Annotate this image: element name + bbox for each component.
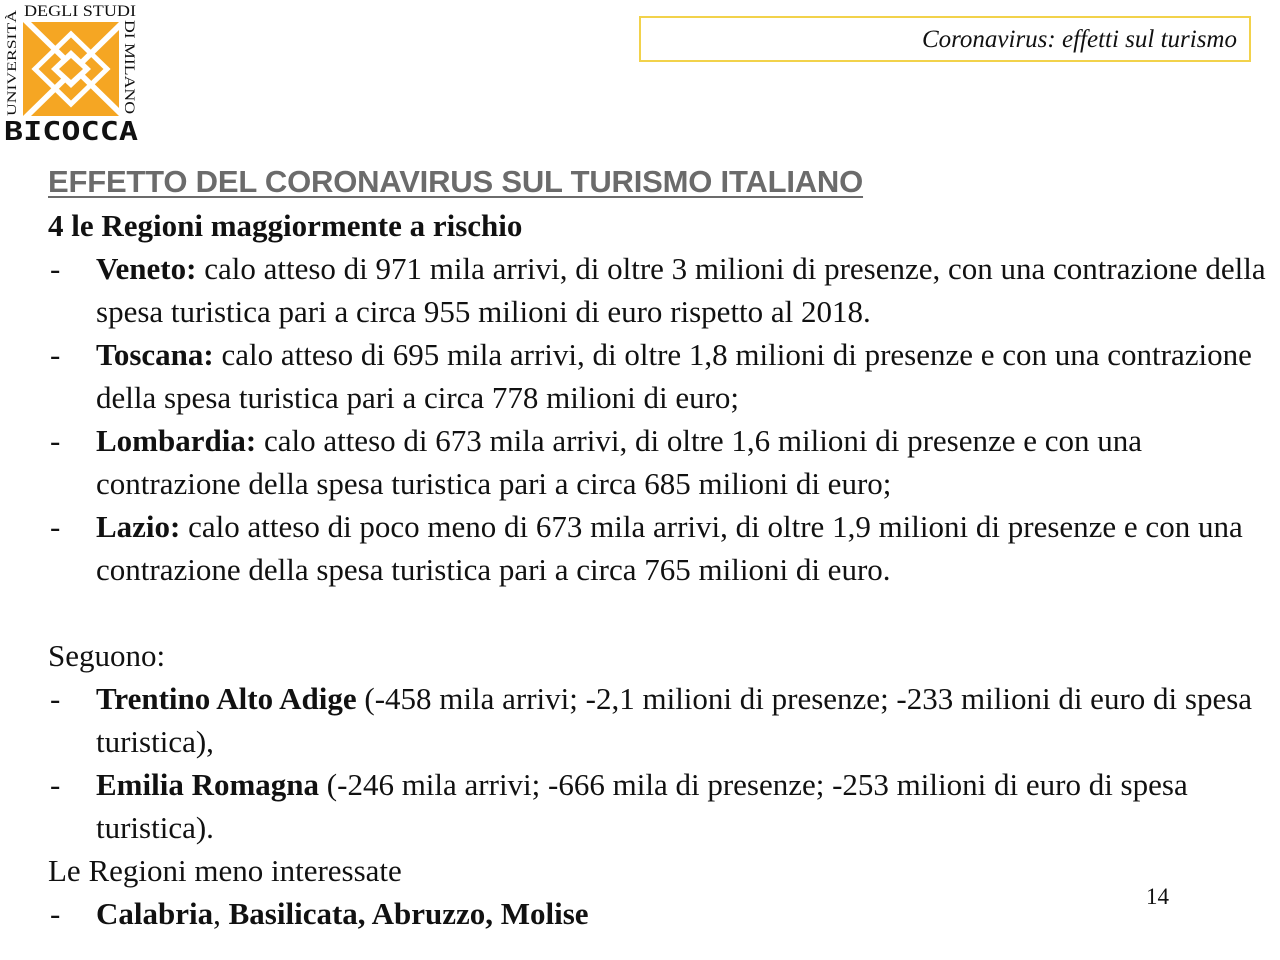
- logo-text-degli-studi: DEGLI STUDI: [24, 3, 136, 20]
- region-text: calo atteso di 673 mila arrivi, di oltre 1,6 milioni di presenze e con una contrazione della spesa turistica pari a circa 685 milioni di euro;: [96, 423, 1143, 501]
- list-item: [48, 247, 1273, 333]
- less-affected-list: [48, 892, 1273, 935]
- logo-graphic: [0, 0, 142, 146]
- list-item: [48, 505, 1273, 591]
- region-name: Veneto:: [96, 251, 197, 286]
- list-item: [48, 419, 1273, 505]
- list-item: [48, 763, 1273, 849]
- main-regions-list: [48, 247, 1273, 591]
- page-number: 14: [1146, 884, 1169, 909]
- region-name: Trentino Alto Adige: [96, 681, 357, 716]
- slide-subtitle: 4 le Regioni maggiormente a rischio: [48, 208, 523, 243]
- spacer: [48, 591, 1273, 634]
- university-logo: [0, 0, 142, 146]
- region-text: (-458 mila arrivi; -2,1 milioni di presenze; -233 milioni di euro di spesa turistica),: [96, 681, 1253, 759]
- list-item: [48, 892, 1273, 935]
- logo-text-di-milano: DI MILANO: [121, 20, 137, 100]
- region-name: Lombardia:: [96, 423, 257, 458]
- region-name: Calabria: [96, 896, 214, 931]
- region-name: Emilia Romagna: [96, 767, 320, 802]
- following-label: Seguono:: [48, 638, 166, 673]
- slide-content: [48, 160, 1273, 935]
- region-text: calo atteso di 695 mila arrivi, di oltre 1,8 milioni di presenze e con una contrazione della spesa turistica pari a circa 778 milioni di euro;: [96, 337, 1252, 415]
- list-item: [48, 333, 1273, 419]
- region-text: calo atteso di poco meno di 673 mila arrivi, di oltre 1,9 milioni di presenze e con una contrazione della spesa turistica pari a circa 765 milioni di euro.: [96, 509, 1243, 587]
- region-text: calo atteso di 971 mila arrivi, di oltre 3 milioni di presenze, con una contrazione della spesa turistica pari a circa 955 milioni di euro rispetto al 2018.: [96, 251, 1266, 329]
- header-box: [639, 16, 1251, 62]
- region-name: Toscana:: [96, 337, 214, 372]
- logo-text-bicocca: BICOCCA: [4, 117, 139, 146]
- header-title: Coronavirus: effetti sul turismo: [921, 26, 1237, 53]
- logo-emblem: [23, 22, 119, 116]
- list-item: [48, 677, 1273, 763]
- region-text: (-246 mila arrivi; -666 mila di presenze; -253 milioni di euro di spesa turistica).: [96, 767, 1188, 845]
- slide-title: EFFETTO DEL CORONAVIRUS SUL TURISMO ITALIANO: [48, 164, 864, 199]
- region-name: Lazio:: [96, 509, 181, 544]
- less-affected-label: Le Regioni meno interessate: [48, 853, 402, 888]
- region-names: Basilicata, Abruzzo, Molise: [228, 896, 589, 931]
- following-regions-list: [48, 677, 1273, 849]
- region-separator: ,: [213, 896, 229, 931]
- logo-text-universita: UNIVERSITÀ: [4, 38, 19, 116]
